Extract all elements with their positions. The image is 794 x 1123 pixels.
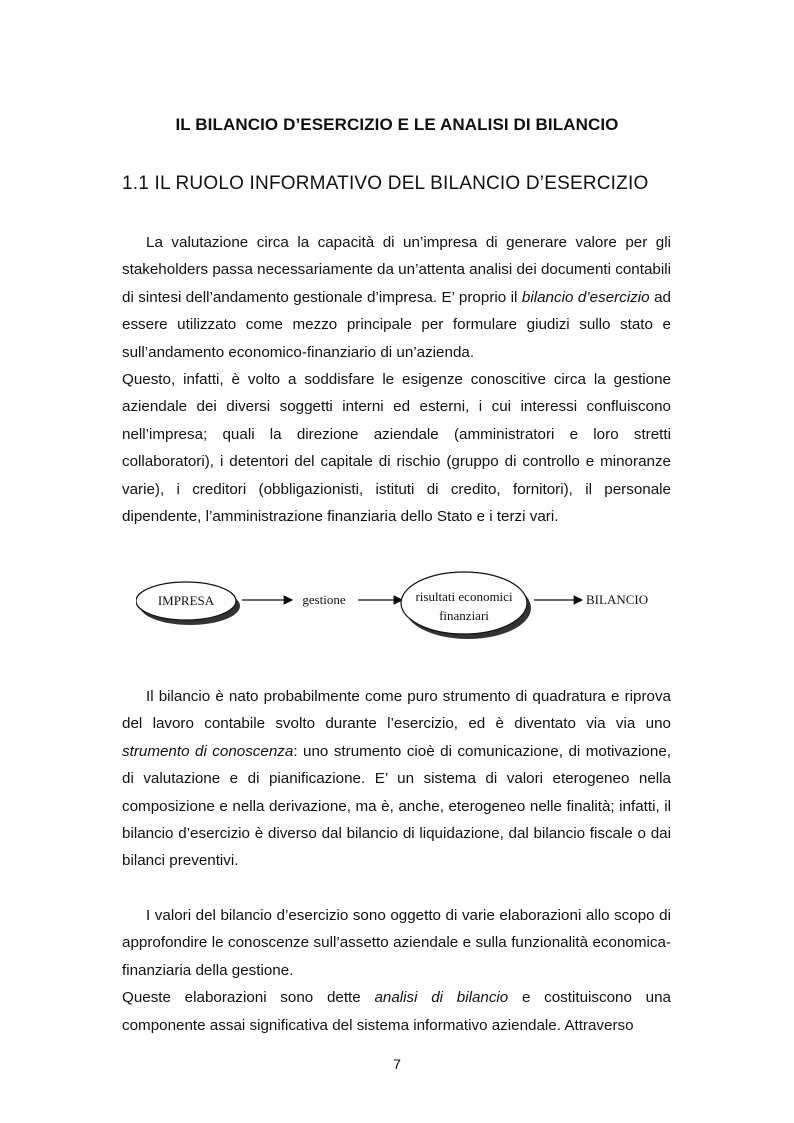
paragraph-3	[122, 902, 671, 1039]
paragraph-3-emphasis: analisi di bilancio	[374, 989, 509, 1007]
section-title: 1.1 IL RUOLO INFORMATIVO DEL BILANCIO D’ESERCIZIO	[122, 173, 649, 194]
paragraph-1-text-c: Questo, infatti, è volto a soddisfare le esigenze conoscitive circa la gestione aziendale dei diversi soggetti interni ed esterni, i cui interessi confluiscono nell’impresa; quali la direzione aziendale (amministratori e loro stretti collaboratori), i detentori del capitale di rischio (gruppo di controllo e minoranze varie), i creditori (obbligazionisti, istituti di credito, fornitori), il personale dipendente, l’amministrazione finanziaria dello Stato e i terzi vari.	[122, 371, 671, 526]
paragraph-3-text-a: I valori del bilancio d’esercizio sono oggetto di varie elaborazioni allo scopo di approfondire le conoscenze sull’assetto aziendale e sulla funzionalità economica-finanziaria della gestione.	[122, 907, 671, 979]
page-number: 7	[393, 1056, 401, 1072]
paragraph-1-text-b: ad essere utilizzato come mezzo principale per formulare giudizi sullo stato e sull’andamento economico-finanziario di un’azienda.	[122, 288, 671, 361]
paragraph-1-text-a: La valutazione circa la capacità di un’impresa di generare valore per gli stakeholders passa necessariamente da un’attenta analisi dei documenti contabili di sintesi dell’andamento gestionale d’impresa. E’ proprio il	[122, 234, 671, 306]
paragraph-2-text-a: Il bilancio è nato probabilmente come puro strumento di quadratura e riprova del lavoro contabile svolto durante l’esercizio, ed è diventato via via uno	[122, 688, 671, 733]
paragraph-1	[122, 229, 671, 530]
risultati-label-line2: finanziari	[439, 608, 489, 623]
impresa-label: IMPRESA	[157, 593, 215, 608]
bilancio-label: BILANCIO	[586, 592, 649, 607]
paragraph-2	[122, 683, 671, 875]
risultati-label-line1: risultati economici	[415, 589, 513, 604]
gestione-label: gestione	[302, 592, 346, 607]
flow-diagram	[136, 563, 656, 643]
paragraph-3-text-b: Queste elaborazioni sono dette	[122, 989, 375, 1007]
chapter-title: IL BILANCIO D’ESERCIZIO E LE ANALISI DI BILANCIO	[175, 115, 619, 134]
paragraph-1-emphasis: bilancio d’esercizio	[521, 288, 650, 306]
paragraph-2-emphasis: strumento di conoscenza	[122, 742, 294, 760]
paragraph-3-text-c: e costituiscono una componente assai significativa del sistema informativo aziendale. Attraverso	[122, 989, 671, 1034]
paragraph-2-text-b: : uno strumento cioè di comunicazione, di motivazione, di valutazione e di pianificazione. E’ un sistema di valori eterogeneo nella composizione e nella derivazione, ma è, anche, eterogeneo nelle finalità; infatti, il bilancio d’esercizio è diverso dal bilancio di liquidazione, dal bilancio fiscale o dai bilanci preventivi.	[122, 742, 671, 870]
